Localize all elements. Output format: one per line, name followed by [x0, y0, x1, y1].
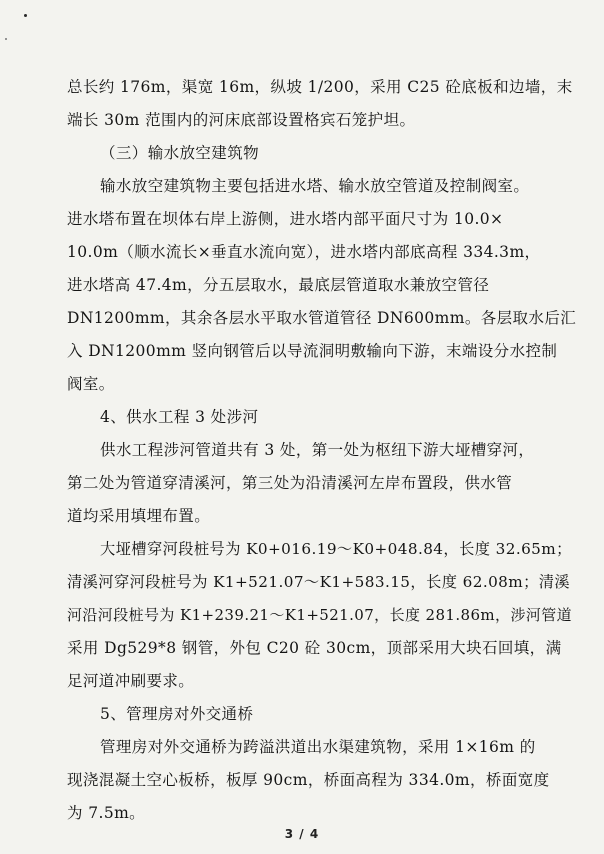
scan-speck — [5, 38, 7, 40]
body-text-line: 清溪河穿河段桩号为 K1+521.07～K1+583.15，长度 62.08m；清溪 — [67, 573, 571, 591]
section-heading: 4、供水工程 3 处涉河 — [100, 408, 259, 426]
body-text-line: 输水放空建筑物主要包括进水塔、输水放空管道及控制阀室。 — [100, 177, 530, 195]
scan-speck — [24, 14, 27, 17]
body-text-line: 阀室。 — [67, 375, 115, 393]
body-text-line: 进水塔高 47.4m，分五层取水，最底层管道取水兼放空管径 — [67, 276, 490, 294]
body-text-line: 河沿河段桩号为 K1+239.21～K1+521.07，长度 281.86m，涉河管道 — [67, 606, 573, 624]
body-text-line: 总长约 176m，渠宽 16m，纵坡 1/200，采用 C25 砼底板和边墙，末 — [67, 78, 573, 96]
page-number: 3 / 4 — [284, 827, 320, 841]
body-text-line: DN1200mm，其余各层水平取水管道管径 DN600mm。各层取水后汇 — [67, 309, 577, 327]
body-text-line: 大垭槽穿河段桩号为 K0+016.19～K0+048.84，长度 32.65m； — [100, 540, 572, 558]
body-text-line: 入 DN1200mm 竖向钢管后以导流洞明敷输向下游，末端设分水控制 — [67, 342, 558, 360]
body-text-line: 供水工程涉河管道共有 3 处，第一处为枢纽下游大垭槽穿河， — [100, 441, 535, 459]
body-text-line: 足河道冲刷要求。 — [67, 672, 195, 690]
body-text-line: 第二处为管道穿清溪河，第三处为沿清溪河左岸布置段，供水管 — [67, 474, 513, 492]
body-text-line: 10.0m（顺水流长×垂直水流向宽），进水塔内部底高程 334.3m， — [67, 243, 541, 261]
body-text-line: 道均采用填埋布置。 — [67, 507, 211, 525]
section-heading: （三）输水放空建筑物 — [100, 144, 260, 162]
body-text-line: 现浇混凝土空心板桥，板厚 90cm，桥面高程为 334.0m，桥面宽度 — [67, 771, 550, 789]
body-text-line: 管理房对外交通桥为跨溢洪道出水渠建筑物，采用 1×16m 的 — [100, 738, 536, 756]
body-text-line: 端长 30m 范围内的河床底部设置格宾石笼护坦。 — [67, 111, 416, 129]
body-text-line: 进水塔布置在坝体右岸上游侧，进水塔内部平面尺寸为 10.0× — [67, 210, 504, 228]
body-text-line: 为 7.5m。 — [67, 804, 146, 822]
body-text-line: 采用 Dg529*8 钢管，外包 C20 砼 30cm，顶部采用大块石回填，满 — [67, 639, 562, 657]
section-heading: 5、管理房对外交通桥 — [100, 705, 254, 723]
